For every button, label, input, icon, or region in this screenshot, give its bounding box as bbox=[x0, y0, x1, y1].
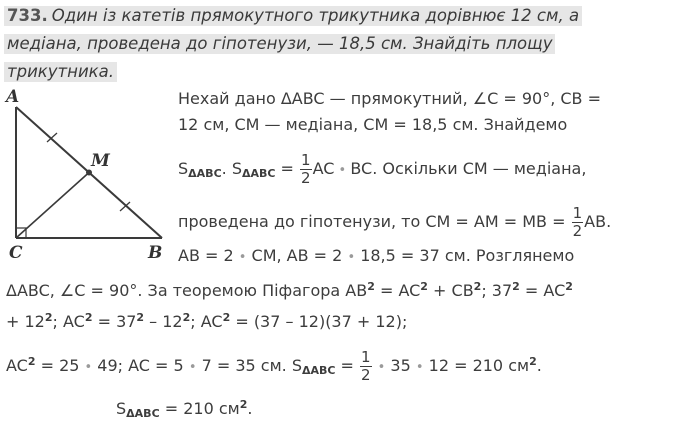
triangle-figure bbox=[0, 80, 175, 265]
fraction-half-1: $\frac{1}{2}$ bbox=[301, 151, 311, 187]
solution-line-4: проведена до гіпотенузи, то CM = AM = MB = $\frac{1}{2}$ AB. bbox=[178, 204, 612, 240]
task-line-3: трикутника. bbox=[4, 62, 117, 82]
label-b: B bbox=[148, 243, 163, 263]
solution-line-6: ΔABC, ∠C = 90°. За теоремою Піфагора $AB^2 = AC^2 + CB^2$; $37^2 = AC^2$ bbox=[6, 280, 573, 300]
solution-line-2: 12 см, CM — медіана, CM = 18,5 см. Знайдемо bbox=[178, 115, 568, 134]
task-number: 733. bbox=[7, 6, 48, 25]
task-statement bbox=[4, 2, 644, 86]
label-m: M bbox=[91, 151, 110, 171]
fraction-half-2: $\frac{1}{2}$ bbox=[572, 204, 583, 240]
solution-line-7: + $12^2$; $AC^2 = 37^2 - 12^2$; $AC^2 = (37 - 12)(37 + 12)$; bbox=[6, 311, 408, 331]
task-line-1: 733. Один із катетів прямокутного трикутника дорівнює 12 см, а bbox=[4, 6, 582, 26]
label-a: A bbox=[6, 87, 20, 107]
solution-answer: $S_{\Delta ABC} = 210$ $см^2$. bbox=[116, 398, 253, 420]
fraction-half-3: $\frac{1}{2}$ bbox=[361, 348, 371, 384]
label-c: C bbox=[9, 243, 23, 263]
median-cm bbox=[16, 173, 89, 239]
solution-line-5: AB = 2 • CM, AB = 2 • 18,5 = 37 см. Розглянемо bbox=[178, 246, 575, 265]
solution-line-8: $AC^2 = 25$ • 49; AC = 5 • 7 = 35 см. $S_{\Delta ABC}$ = $\frac{1}{2}$ • 35 • 12 = 210 $см^2$. bbox=[6, 348, 542, 384]
solution-line-1: Нехай дано ΔABC — прямокутний, ∠C = 90°, CB = bbox=[178, 89, 602, 108]
solution-line-3: $S_{\Delta ABC}$. $S_{\Delta ABC}$ = $\frac{1}{2}$ AC • BC. Оскільки CM — медіана, bbox=[178, 151, 587, 187]
task-line-2: медіана, проведена до гіпотенузи, — 18,5 см. Знайдіть площу bbox=[4, 34, 555, 54]
tick-mb bbox=[120, 202, 130, 211]
